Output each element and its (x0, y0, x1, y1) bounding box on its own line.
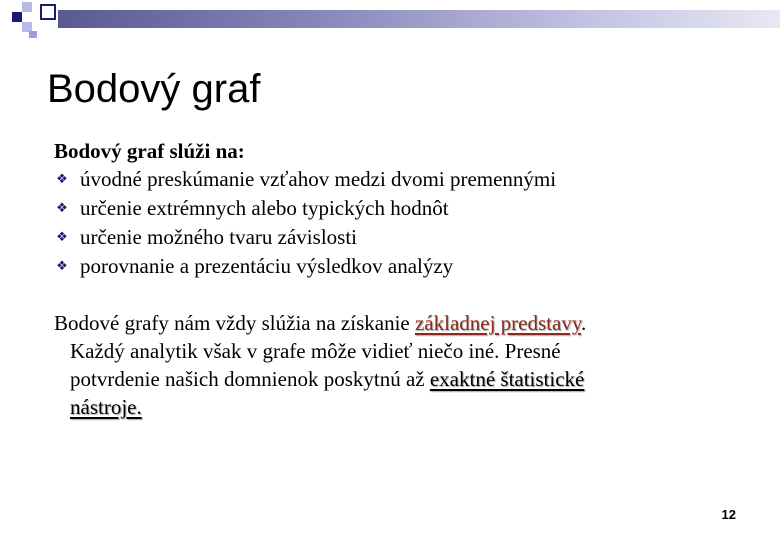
paragraph-line (54, 309, 694, 337)
slide-title: Bodový graf (47, 67, 261, 111)
paragraph-text: Bodové grafy nám vždy slúžia na získanie (54, 311, 415, 335)
header-decoration-square (29, 31, 37, 38)
paragraph-text: potvrdenie našich domnienok poskytnú až (70, 367, 430, 391)
bullet-item (54, 252, 556, 281)
paragraph-line: Každý analytik však v grafe môže vidieť niečo iné. Presné (70, 339, 561, 363)
bullet-text: určenie extrémnych alebo typických hodnôt (80, 196, 449, 220)
paragraph-line (54, 365, 694, 393)
highlighted-term: nástroje. (70, 395, 142, 419)
checkmark-diamond-icon: ❖ (56, 259, 68, 274)
page-number: 12 (721, 507, 736, 522)
bullet-list (54, 165, 556, 281)
bullet-intro: Bodový graf slúži na: (54, 139, 245, 163)
bullet-text: úvodné preskúmanie vzťahov medzi dvomi premennými (80, 167, 557, 191)
summary-paragraph (54, 309, 694, 421)
checkmark-diamond-icon: ❖ (56, 172, 68, 187)
bullet-text: porovnanie a prezentáciu výsledkov analýzy (80, 254, 454, 278)
header-decoration-square (12, 12, 22, 22)
highlighted-term: exaktné štatistické (429, 367, 585, 391)
bullet-text: určenie možného tvaru závislosti (80, 225, 357, 249)
bullet-item (54, 194, 556, 223)
checkmark-diamond-icon: ❖ (56, 230, 68, 245)
paragraph-text: . (580, 311, 587, 335)
highlighted-term: základnej predstavy (414, 311, 581, 335)
header-decoration-square (22, 2, 32, 12)
header-decoration-square (40, 4, 56, 20)
header-gradient-bar (58, 10, 780, 28)
paragraph-line (54, 393, 694, 421)
bullet-item (54, 165, 556, 194)
checkmark-diamond-icon: ❖ (56, 201, 68, 216)
bullet-item (54, 223, 556, 252)
